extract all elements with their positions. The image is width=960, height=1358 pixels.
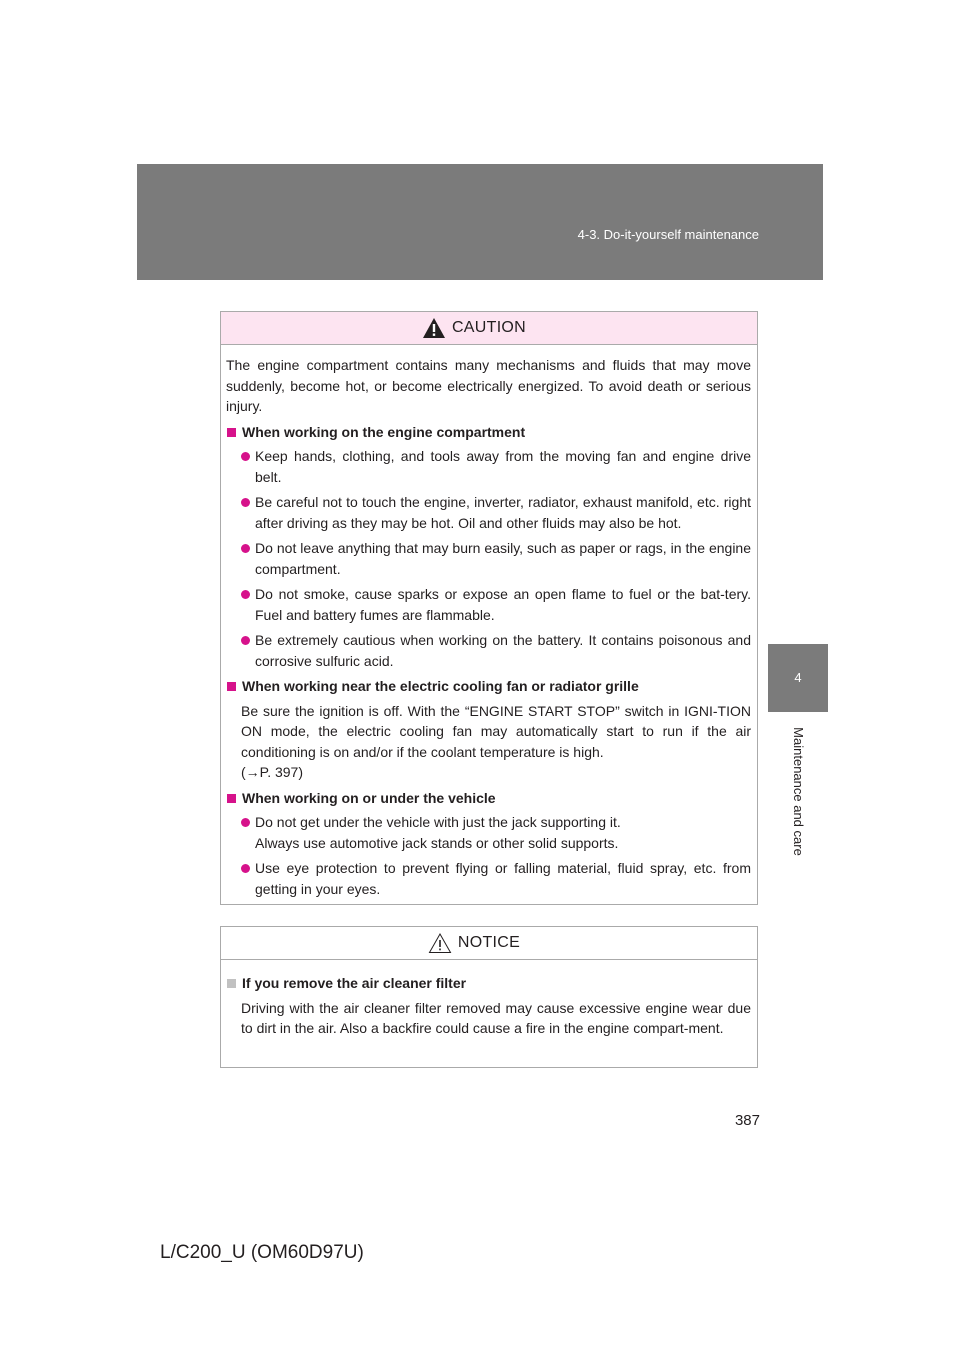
document-code: L/C200_U (OM60D97U) [160, 1242, 364, 1263]
notice-body [221, 960, 757, 1039]
square-bullet-icon [227, 979, 236, 988]
round-bullet-icon [241, 544, 250, 553]
square-bullet-icon [227, 794, 236, 803]
list-item [226, 858, 751, 899]
list-item-text: Be extremely cautious when working on the battery. It contains poisonous and corrosive sulfuric acid. [255, 632, 751, 669]
round-bullet-icon [241, 636, 250, 645]
heading-text: If you remove the air cleaner filter [242, 975, 467, 991]
square-bullet-icon [227, 682, 236, 691]
list-item [226, 584, 751, 625]
list-item-text: Be careful not to touch the engine, inverter, radiator, exhaust manifold, etc. right after driving as they may be hot. Oil and other fluids may also be hot. [255, 494, 751, 531]
list-item-text [255, 812, 751, 853]
section-heading [226, 422, 751, 443]
section-heading [226, 973, 751, 994]
warning-triangle-icon [422, 317, 446, 339]
list-item [226, 812, 751, 853]
section-heading [226, 676, 751, 697]
chapter-label [768, 716, 828, 866]
caution-intro: The engine compartment contains many mechanisms and fluids that may move suddenly, become hot, or become electrically energized. To avoid death or serious injury. [226, 357, 751, 414]
paragraph [226, 701, 751, 783]
list-item-text: Keep hands, clothing, and tools away from the moving fan and engine drive belt. [255, 448, 751, 485]
list-item-text: Use eye protection to prevent flying or falling material, fluid spray, etc. from getting in your eyes. [255, 860, 751, 897]
caution-box [220, 311, 758, 905]
chapter-tab: 4 [768, 644, 828, 712]
round-bullet-icon [241, 590, 250, 599]
caution-header [221, 312, 757, 345]
heading-text: When working on the engine compartment [242, 423, 526, 440]
list-item-text: Do not smoke, cause sparks or expose an open flame to fuel or the bat-tery. Fuel and battery fumes are flammable. [255, 586, 751, 623]
list-item [226, 538, 751, 579]
heading-text: When working on or under the vehicle [242, 789, 496, 806]
section-heading [226, 788, 751, 809]
notice-title: NOTICE [457, 934, 521, 951]
page-number: 387 [734, 1112, 760, 1129]
round-bullet-icon [241, 818, 250, 827]
round-bullet-icon [241, 452, 250, 461]
heading-text: When working near the electric cooling fan or radiator grille [242, 678, 639, 694]
notice-box [220, 926, 758, 1068]
list-item-line: Do not get under the vehicle with just the jack supporting it. [255, 814, 621, 830]
round-bullet-icon [241, 864, 250, 873]
notice-header [221, 927, 757, 960]
round-bullet-icon [241, 498, 250, 507]
list-item [226, 630, 751, 671]
page-reference: (→P. 397) [241, 764, 303, 780]
list-item [226, 446, 751, 487]
list-item [226, 492, 751, 533]
paragraph: Driving with the air cleaner filter removed may cause excessive engine wear due to dirt in the air. Also a backfire could cause a fire in the engine compart-ment. [241, 999, 751, 1036]
square-bullet-icon [227, 428, 236, 437]
paragraph-text: Be sure the ignition is off. With the “ENGINE START STOP” switch in IGNI-TION ON mode, the electric cooling fan may automatically start to run if the air conditioning is on and/or if the coolant temperature is high. [241, 702, 751, 760]
chapter-label-text: Maintenance and care [790, 726, 806, 856]
list-item-line: Always use automotive jack stands or other solid supports. [255, 834, 619, 851]
caution-title: CAUTION [451, 319, 527, 336]
section-title: 4-3. Do-it-yourself maintenance [577, 227, 759, 242]
header-band [137, 164, 823, 280]
list-item-text: Do not leave anything that may burn easily, such as paper or rags, in the engine compartment. [255, 540, 751, 577]
caution-body [221, 345, 757, 899]
notice-triangle-icon [428, 932, 452, 954]
